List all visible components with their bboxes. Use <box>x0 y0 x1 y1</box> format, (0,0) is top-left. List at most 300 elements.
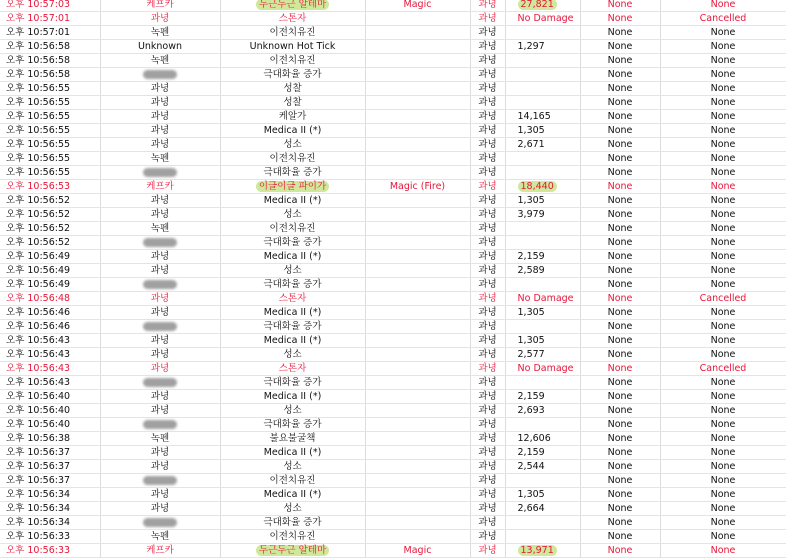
log-row[interactable] <box>0 404 786 418</box>
time-text: 오후 10:56:58 <box>6 41 71 52</box>
redacted-name <box>143 280 177 289</box>
target-text: 과녕 <box>478 167 497 178</box>
log-row[interactable] <box>0 446 786 460</box>
log-row[interactable] <box>0 138 786 152</box>
crit-text: None <box>607 503 633 514</box>
result-text: None <box>710 41 736 52</box>
result-text: None <box>710 251 736 262</box>
target-text: 과녕 <box>478 55 497 66</box>
amount-text: 3,979 <box>517 209 545 220</box>
crit-cell <box>580 530 660 544</box>
crit-cell <box>580 152 660 166</box>
time-text: 오후 10:56:58 <box>6 69 71 80</box>
skill-text: Unknown Hot Tick <box>249 41 336 52</box>
log-row[interactable] <box>0 110 786 124</box>
skill-text: Medica II (*) <box>263 251 322 262</box>
target-text: 과녕 <box>478 0 497 10</box>
time-cell <box>0 502 100 516</box>
element-cell <box>365 418 470 432</box>
skill-text: 성찰 <box>283 83 302 94</box>
target-cell <box>470 166 505 180</box>
crit-cell <box>580 124 660 138</box>
time-text: 오후 10:56:43 <box>6 349 71 360</box>
redacted-name <box>143 168 177 177</box>
source-text: 과녕 <box>150 489 170 500</box>
crit-text: None <box>607 391 633 402</box>
crit-cell <box>580 292 660 306</box>
skill-text: 극대화율 증가 <box>263 279 322 290</box>
log-row[interactable] <box>0 544 786 558</box>
source-text: 과녕 <box>150 391 170 402</box>
skill-text: 극대화율 증가 <box>263 377 322 388</box>
element-cell <box>365 40 470 54</box>
log-row[interactable] <box>0 264 786 278</box>
time-text: 오후 10:56:40 <box>6 405 71 416</box>
skill-cell <box>220 306 365 320</box>
source-cell <box>100 320 220 334</box>
amount-text: 2,159 <box>517 251 545 262</box>
source-cell <box>100 138 220 152</box>
skill-cell <box>220 68 365 82</box>
element-cell <box>365 348 470 362</box>
log-row[interactable] <box>0 208 786 222</box>
element-cell <box>365 82 470 96</box>
amount-cell <box>505 348 580 362</box>
amount-cell <box>505 236 580 250</box>
crit-text: None <box>607 181 633 192</box>
result-cell <box>660 474 786 488</box>
skill-cell <box>220 418 365 432</box>
source-cell <box>100 348 220 362</box>
amount-text: No Damage <box>517 13 574 24</box>
log-row[interactable] <box>0 376 786 390</box>
skill-text: Medica II (*) <box>263 489 322 500</box>
log-row[interactable] <box>0 194 786 208</box>
skill-cell <box>220 152 365 166</box>
result-cell <box>660 250 786 264</box>
target-cell <box>470 362 505 376</box>
result-text: None <box>710 391 736 402</box>
result-text: None <box>710 307 736 318</box>
element-cell <box>365 278 470 292</box>
element-cell <box>365 446 470 460</box>
target-text: 과녕 <box>478 391 497 402</box>
target-cell <box>470 278 505 292</box>
result-cell <box>660 530 786 544</box>
target-cell <box>470 40 505 54</box>
target-cell <box>470 152 505 166</box>
target-text: 과녕 <box>478 139 497 150</box>
element-cell <box>365 96 470 110</box>
time-cell <box>0 26 100 40</box>
time-cell <box>0 40 100 54</box>
target-cell <box>470 250 505 264</box>
skill-cell <box>220 390 365 404</box>
source-cell <box>100 460 220 474</box>
amount-cell <box>505 96 580 110</box>
skill-cell <box>220 0 365 12</box>
crit-text: None <box>607 111 633 122</box>
time-text: 오후 10:56:49 <box>6 251 71 262</box>
skill-cell <box>220 250 365 264</box>
skill-cell <box>220 12 365 26</box>
target-text: 과녕 <box>478 293 497 304</box>
log-row[interactable] <box>0 530 786 544</box>
time-text: 오후 10:56:40 <box>6 391 71 402</box>
result-cell <box>660 152 786 166</box>
source-cell <box>100 250 220 264</box>
result-text: Cancelled <box>699 293 747 304</box>
skill-cell <box>220 530 365 544</box>
element-cell <box>365 236 470 250</box>
skill-text: 극대화율 증가 <box>263 167 322 178</box>
redacted-name <box>143 378 177 387</box>
crit-cell <box>580 96 660 110</box>
result-text: None <box>710 489 736 500</box>
skill-text: Medica II (*) <box>263 307 322 318</box>
result-cell <box>660 362 786 376</box>
crit-cell <box>580 348 660 362</box>
crit-cell <box>580 110 660 124</box>
target-cell <box>470 124 505 138</box>
log-row[interactable] <box>0 390 786 404</box>
target-text: 과녕 <box>478 125 497 136</box>
time-text: 오후 10:56:33 <box>6 545 71 556</box>
amount-text: 1,305 <box>517 307 545 318</box>
source-cell <box>100 12 220 26</box>
result-text: None <box>710 139 736 150</box>
log-row[interactable] <box>0 292 786 306</box>
crit-cell <box>580 54 660 68</box>
crit-cell <box>580 376 660 390</box>
log-row[interactable] <box>0 26 786 40</box>
skill-text: 이전치유진 <box>269 475 316 486</box>
time-text: 오후 10:56:37 <box>6 475 71 486</box>
result-text: None <box>710 111 736 122</box>
result-cell <box>660 460 786 474</box>
crit-text: None <box>607 321 633 332</box>
time-text: 오후 10:56:55 <box>6 83 71 94</box>
log-row[interactable] <box>0 250 786 264</box>
source-cell <box>100 292 220 306</box>
target-cell <box>470 264 505 278</box>
skill-text: 스톤자 <box>278 293 307 304</box>
element-cell <box>365 180 470 194</box>
element-cell <box>365 306 470 320</box>
source-cell <box>100 26 220 40</box>
skill-cell <box>220 96 365 110</box>
log-row[interactable] <box>0 180 786 194</box>
skill-text: 이글이글 파이가 <box>256 181 329 192</box>
crit-cell <box>580 264 660 278</box>
crit-cell <box>580 446 660 460</box>
time-text: 오후 10:56:43 <box>6 335 71 346</box>
log-row[interactable] <box>0 488 786 502</box>
amount-text: 1,305 <box>517 489 545 500</box>
element-text: Magic <box>403 545 432 556</box>
result-cell <box>660 432 786 446</box>
redacted-name <box>143 70 177 79</box>
source-cell <box>100 152 220 166</box>
amount-cell <box>505 502 580 516</box>
target-text: 과녕 <box>478 363 497 374</box>
log-row[interactable] <box>0 124 786 138</box>
source-text: 과녕 <box>150 461 170 472</box>
target-text: 과녕 <box>478 307 497 318</box>
time-text: 오후 10:56:53 <box>6 181 71 192</box>
log-row[interactable] <box>0 334 786 348</box>
target-text: 과녕 <box>478 13 497 24</box>
element-cell <box>365 502 470 516</box>
time-text: 오후 10:56:49 <box>6 279 71 290</box>
crit-cell <box>580 194 660 208</box>
skill-text: 이전치유진 <box>269 27 316 38</box>
target-cell <box>470 54 505 68</box>
log-row[interactable] <box>0 0 786 12</box>
time-text: 오후 10:56:43 <box>6 377 71 388</box>
element-cell <box>365 390 470 404</box>
element-cell <box>365 194 470 208</box>
crit-text: None <box>607 139 633 150</box>
result-text: None <box>710 461 736 472</box>
skill-text: 성소 <box>283 503 302 514</box>
crit-text: None <box>607 433 633 444</box>
amount-text: 2,664 <box>517 503 545 514</box>
result-text: None <box>710 321 736 332</box>
target-cell <box>470 376 505 390</box>
target-text: 과녕 <box>478 69 497 80</box>
crit-cell <box>580 180 660 194</box>
source-text: Unknown <box>137 41 183 52</box>
skill-cell <box>220 362 365 376</box>
log-row[interactable] <box>0 348 786 362</box>
skill-text: 극대화율 증가 <box>263 517 322 528</box>
element-cell <box>365 250 470 264</box>
log-row[interactable] <box>0 418 786 432</box>
amount-text: No Damage <box>517 293 574 304</box>
skill-cell <box>220 446 365 460</box>
target-cell <box>470 488 505 502</box>
crit-cell <box>580 208 660 222</box>
target-cell <box>470 180 505 194</box>
time-text: 오후 10:56:34 <box>6 517 71 528</box>
crit-text: None <box>607 293 633 304</box>
amount-text: 18,440 <box>518 181 557 192</box>
amount-cell <box>505 194 580 208</box>
amount-cell <box>505 418 580 432</box>
skill-cell <box>220 544 365 558</box>
log-row[interactable] <box>0 54 786 68</box>
element-cell <box>365 138 470 152</box>
source-text: 과녕 <box>150 83 170 94</box>
result-text: None <box>710 503 736 514</box>
crit-text: None <box>607 41 633 52</box>
skill-cell <box>220 40 365 54</box>
result-text: None <box>710 209 736 220</box>
source-text: 과녕 <box>150 195 170 206</box>
log-row[interactable] <box>0 306 786 320</box>
skill-text: 성소 <box>283 265 302 276</box>
time-text: 오후 10:57:01 <box>6 13 71 24</box>
skill-text: 성소 <box>283 461 302 472</box>
target-cell <box>470 82 505 96</box>
amount-cell <box>505 264 580 278</box>
crit-cell <box>580 0 660 12</box>
time-text: 오후 10:56:38 <box>6 433 71 444</box>
target-cell <box>470 208 505 222</box>
skill-cell <box>220 376 365 390</box>
time-cell <box>0 12 100 26</box>
amount-cell <box>505 488 580 502</box>
crit-text: None <box>607 405 633 416</box>
source-text: 과녕 <box>150 307 170 318</box>
result-text: None <box>710 0 736 10</box>
element-cell <box>365 68 470 82</box>
time-cell <box>0 124 100 138</box>
skill-cell <box>220 138 365 152</box>
source-text: 과녕 <box>150 139 170 150</box>
time-text: 오후 10:57:03 <box>6 0 71 10</box>
result-cell <box>660 40 786 54</box>
source-cell <box>100 68 220 82</box>
amount-cell <box>505 26 580 40</box>
result-text: Cancelled <box>699 13 747 24</box>
element-cell <box>365 404 470 418</box>
log-row[interactable] <box>0 40 786 54</box>
amount-cell <box>505 110 580 124</box>
element-cell <box>365 334 470 348</box>
amount-cell <box>505 446 580 460</box>
result-cell <box>660 516 786 530</box>
element-cell <box>365 124 470 138</box>
skill-cell <box>220 474 365 488</box>
source-text: 케프카 <box>146 0 174 10</box>
crit-cell <box>580 68 660 82</box>
log-row[interactable] <box>0 68 786 82</box>
redacted-name <box>143 518 177 527</box>
time-text: 오후 10:56:43 <box>6 363 71 374</box>
log-row[interactable] <box>0 166 786 180</box>
log-row[interactable] <box>0 320 786 334</box>
target-cell <box>470 432 505 446</box>
log-row[interactable] <box>0 82 786 96</box>
result-cell <box>660 96 786 110</box>
element-cell <box>365 208 470 222</box>
time-cell <box>0 432 100 446</box>
skill-text: 극대화율 증가 <box>263 419 322 430</box>
amount-cell <box>505 40 580 54</box>
source-text: 과녕 <box>150 335 170 346</box>
log-row[interactable] <box>0 96 786 110</box>
log-row[interactable] <box>0 12 786 26</box>
target-cell <box>470 460 505 474</box>
right-margin <box>786 0 800 560</box>
source-cell <box>100 278 220 292</box>
skill-cell <box>220 194 365 208</box>
source-text: 과녕 <box>150 125 170 136</box>
log-row[interactable] <box>0 222 786 236</box>
result-cell <box>660 446 786 460</box>
log-row[interactable] <box>0 474 786 488</box>
skill-cell <box>220 320 365 334</box>
amount-cell <box>505 222 580 236</box>
amount-text: 2,671 <box>517 139 545 150</box>
log-row[interactable] <box>0 516 786 530</box>
skill-text: 성소 <box>283 349 302 360</box>
source-text: 과녕 <box>150 349 170 360</box>
crit-cell <box>580 138 660 152</box>
source-cell <box>100 418 220 432</box>
skill-cell <box>220 516 365 530</box>
target-text: 과녕 <box>478 279 497 290</box>
time-cell <box>0 236 100 250</box>
time-cell <box>0 264 100 278</box>
time-text: 오후 10:56:48 <box>6 293 71 304</box>
amount-cell <box>505 208 580 222</box>
time-text: 오후 10:56:46 <box>6 321 71 332</box>
amount-cell <box>505 124 580 138</box>
log-row[interactable] <box>0 460 786 474</box>
target-text: 과녕 <box>478 489 497 500</box>
amount-cell <box>505 0 580 12</box>
log-row[interactable] <box>0 502 786 516</box>
result-cell <box>660 68 786 82</box>
source-cell <box>100 96 220 110</box>
result-cell <box>660 418 786 432</box>
element-cell <box>365 222 470 236</box>
time-text: 오후 10:56:58 <box>6 55 71 66</box>
amount-text: 1,297 <box>517 41 545 52</box>
time-cell <box>0 278 100 292</box>
result-text: None <box>710 181 736 192</box>
target-text: 과녕 <box>478 405 497 416</box>
source-text: 과녕 <box>150 13 170 24</box>
time-text: 오후 10:56:52 <box>6 223 71 234</box>
amount-cell <box>505 278 580 292</box>
crit-text: None <box>607 489 633 500</box>
crit-text: None <box>607 125 633 136</box>
result-text: None <box>710 195 736 206</box>
source-text: 과녕 <box>150 209 170 220</box>
amount-cell <box>505 320 580 334</box>
log-row[interactable] <box>0 432 786 446</box>
source-text: 녹펜 <box>150 153 170 164</box>
target-cell <box>470 236 505 250</box>
time-cell <box>0 138 100 152</box>
time-cell <box>0 390 100 404</box>
amount-text: 1,305 <box>517 335 545 346</box>
crit-cell <box>580 82 660 96</box>
element-cell <box>365 530 470 544</box>
result-text: None <box>710 335 736 346</box>
log-row[interactable] <box>0 362 786 376</box>
time-text: 오후 10:56:55 <box>6 97 71 108</box>
log-row[interactable] <box>0 152 786 166</box>
result-cell <box>660 12 786 26</box>
result-text: None <box>710 377 736 388</box>
result-cell <box>660 390 786 404</box>
log-row[interactable] <box>0 236 786 250</box>
element-cell <box>365 12 470 26</box>
time-cell <box>0 166 100 180</box>
crit-text: None <box>607 363 633 374</box>
element-text: Magic <box>403 0 432 10</box>
crit-text: None <box>607 223 633 234</box>
log-row[interactable] <box>0 278 786 292</box>
source-cell <box>100 110 220 124</box>
target-text: 과녕 <box>478 195 497 206</box>
amount-cell <box>505 404 580 418</box>
